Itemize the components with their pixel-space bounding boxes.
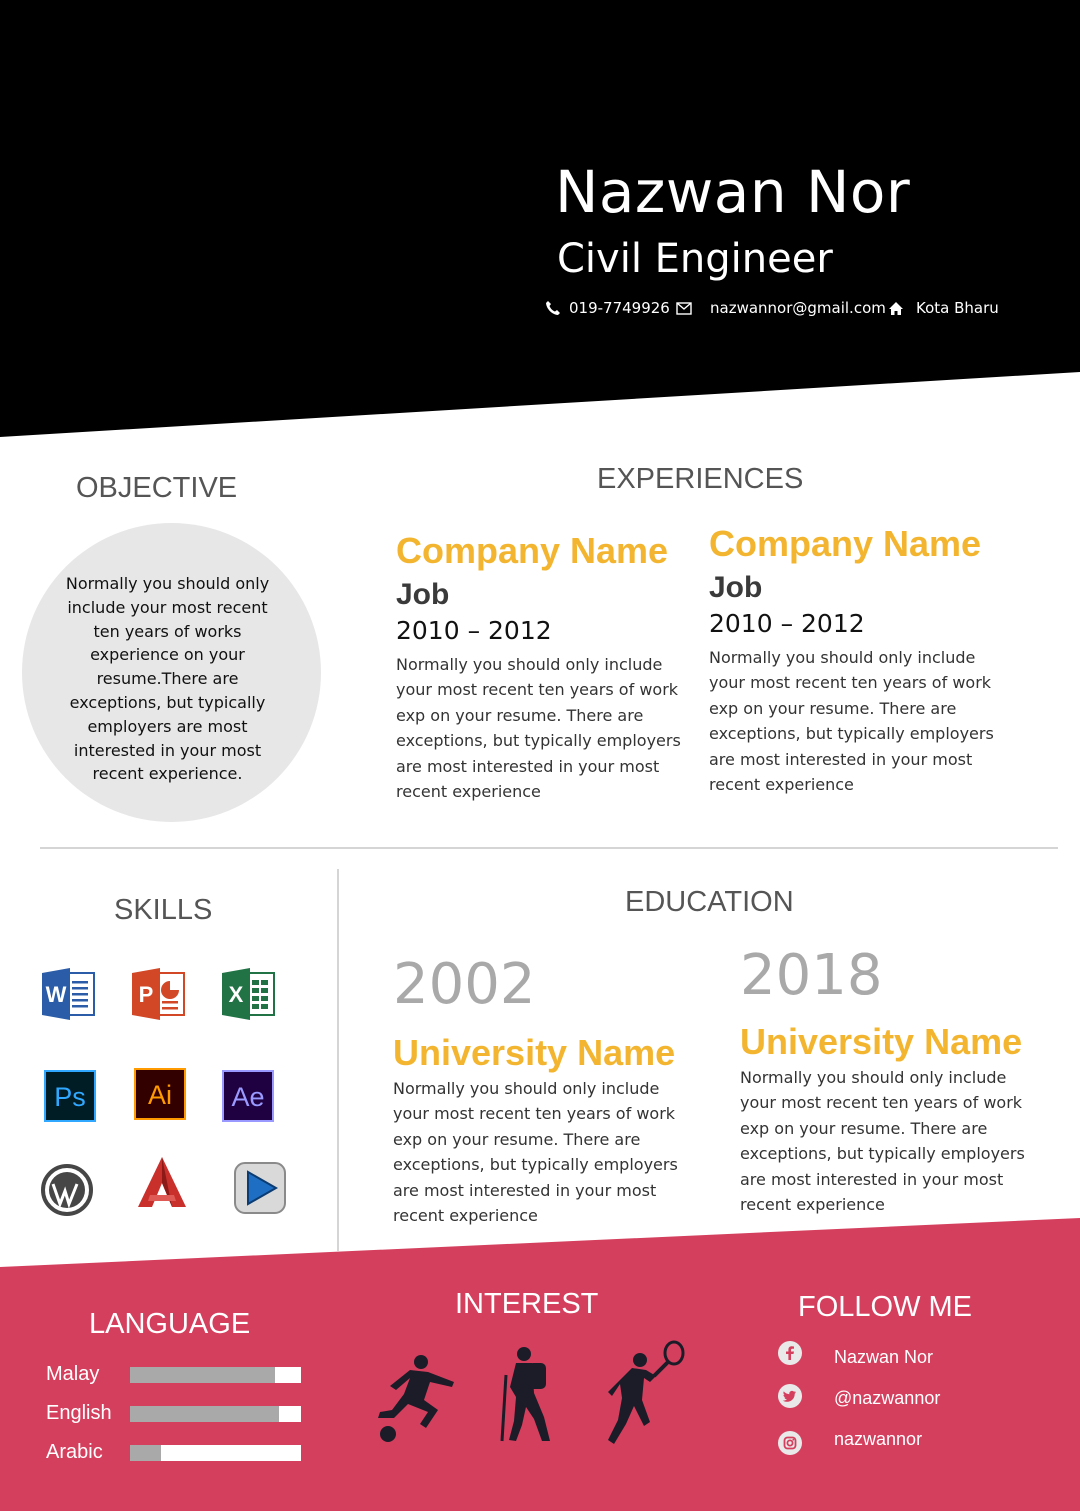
facebook-handle[interactable]: Nazwan Nor [834, 1347, 934, 1367]
experience-years: 2010 – 2012 [709, 609, 865, 638]
education-school: University Name [393, 1032, 676, 1073]
education-description: Normally you should only include your most recent ten years of work exp on your resume. There are exceptions, but typically employers are most interested in your most recent experience [740, 1068, 1025, 1215]
word-icon [40, 967, 96, 1021]
svg-text:Ae: Ae [231, 1082, 265, 1112]
tennis-player-icon [604, 1340, 686, 1450]
language-bar-fill [130, 1406, 279, 1422]
education-year: 2002 [393, 952, 536, 1017]
language-label: Malay [46, 1363, 100, 1385]
follow-heading: FOLLOW ME [798, 1291, 973, 1323]
experience-description: Normally you should only include your most recent ten years of work exp on your resume. There are exceptions, but typically employers are most interested in your most recent experience [709, 648, 994, 795]
candidate-title: Civil Engineer [557, 236, 833, 282]
email-address[interactable]: nazwannor@gmail.com [710, 299, 886, 317]
header-background [0, 0, 1080, 437]
illustrator-icon [134, 1068, 186, 1120]
experience-job: Job [709, 571, 763, 604]
language-label: Arabic [46, 1441, 103, 1463]
svg-text:W: W [45, 982, 67, 1007]
mail-icon [676, 302, 692, 315]
candidate-name: Nazwan Nor [555, 158, 911, 226]
experience-company: Company Name [396, 530, 669, 571]
hiker-icon [498, 1345, 558, 1445]
language-bar-fill [130, 1367, 275, 1383]
experience-job: Job [396, 578, 450, 611]
education-description: Normally you should only include your most recent ten years of work exp on your resume. There are exceptions, but typically employers are most interested in your most recent experience [393, 1079, 678, 1226]
excel-icon [220, 967, 276, 1021]
education-heading: EDUCATION [625, 886, 794, 918]
column-divider [337, 869, 339, 1251]
home-icon [888, 301, 904, 316]
svg-text:X: X [228, 982, 244, 1007]
experiences-heading: EXPERIENCES [597, 463, 804, 495]
twitter-icon[interactable] [778, 1384, 802, 1408]
experience-years: 2010 – 2012 [396, 616, 552, 645]
svg-text:P: P [138, 982, 154, 1007]
experience-company: Company Name [709, 523, 982, 564]
instagram-handle[interactable]: nazwannor [834, 1429, 923, 1449]
wordpress-icon [41, 1164, 93, 1216]
phone-number: 019-7749926 [569, 299, 670, 317]
language-bar-fill [130, 1445, 161, 1461]
soccer-player-icon [366, 1352, 466, 1447]
language-bar [130, 1445, 301, 1461]
powerpoint-icon [130, 967, 186, 1021]
svg-text:Ps: Ps [54, 1082, 86, 1112]
objective-heading: OBJECTIVE [76, 472, 238, 504]
video-player-icon [234, 1162, 286, 1214]
language-heading: LANGUAGE [89, 1308, 251, 1340]
phone-icon [545, 300, 561, 316]
location-text: Kota Bharu [916, 299, 999, 317]
contact-location [888, 297, 999, 319]
facebook-icon[interactable] [778, 1341, 802, 1365]
autocad-icon [136, 1155, 188, 1211]
experience-description: Normally you should only include your most recent ten years of work exp on your resume. There are exceptions, but typically employers are most interested in your most recent experience [396, 655, 681, 802]
twitter-handle[interactable]: @nazwannor [834, 1388, 941, 1408]
after-effects-icon [222, 1070, 274, 1122]
language-bar [130, 1367, 301, 1383]
section-divider [40, 847, 1058, 849]
contact-email [676, 297, 886, 319]
objective-text: Normally you should only include your most recent ten years of works experience on your resume.There are exceptions, but typically employers are most interested in your most recent experience. [65, 574, 270, 784]
svg-text:Ai: Ai [147, 1080, 173, 1110]
photoshop-icon [44, 1070, 96, 1122]
skills-heading: SKILLS [114, 894, 213, 926]
language-label: English [46, 1402, 112, 1424]
language-bar [130, 1406, 301, 1422]
education-year: 2018 [740, 943, 883, 1008]
instagram-icon[interactable] [778, 1431, 802, 1455]
interest-heading: INTEREST [455, 1288, 599, 1320]
education-school: University Name [740, 1021, 1023, 1062]
contact-phone [545, 297, 670, 319]
